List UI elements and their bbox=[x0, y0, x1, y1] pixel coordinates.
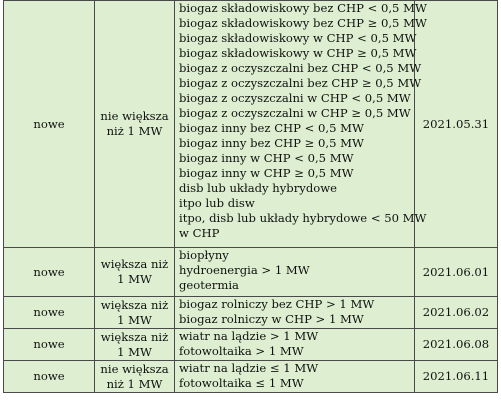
technology-line: fotowoltaika ≤ 1 MW bbox=[179, 376, 304, 390]
table-row bbox=[4, 297, 498, 329]
technology-line: biogaz rolniczy bez CHP > 1 MW bbox=[179, 297, 375, 311]
status-cell: nowe bbox=[4, 1, 95, 248]
auction-schedule-table-wrap bbox=[3, 0, 497, 393]
status-cell: nowe bbox=[4, 329, 95, 361]
technology-line: hydroenergia > 1 MW bbox=[179, 263, 310, 277]
technology-cell bbox=[175, 248, 415, 297]
technology-line: biogaz z oczyszczalni w CHP < 0,5 MW bbox=[179, 91, 411, 105]
status-cell: nowe bbox=[4, 361, 95, 393]
technology-line: biogaz inny bez CHP < 0,5 MW bbox=[179, 121, 364, 135]
technology-cell bbox=[175, 1, 427, 248]
technology-cell bbox=[175, 297, 415, 329]
technology-line: w CHP bbox=[179, 226, 220, 240]
power-cell: nie większa niż 1 MW bbox=[95, 361, 175, 393]
technology-line: biogaz składowiskowy bez CHP < 0,5 MW bbox=[179, 1, 427, 15]
technology-line: wiatr na lądzie > 1 MW bbox=[179, 329, 319, 343]
table-row bbox=[4, 248, 498, 297]
technology-line: wiatr na lądzie ≤ 1 MW bbox=[179, 361, 319, 375]
technology-line: biogaz składowiskowy w CHP ≥ 0,5 MW bbox=[179, 46, 417, 60]
technology-line: geotermia bbox=[179, 278, 239, 292]
technology-line: biogaz inny w CHP < 0,5 MW bbox=[179, 151, 354, 165]
date-cell: 2021.06.08 bbox=[415, 329, 498, 361]
technology-line: itpo lub disw bbox=[179, 196, 255, 210]
power-cell: nie większa niż 1 MW bbox=[95, 1, 175, 248]
power-cell: większa niż 1 MW bbox=[95, 329, 175, 361]
technology-line: itpo, disb lub układy hybrydowe < 50 MW bbox=[179, 211, 427, 225]
table-row bbox=[4, 329, 498, 361]
date-cell: 2021.06.01 bbox=[415, 248, 498, 297]
date-cell: 2021.06.11 bbox=[415, 361, 498, 393]
auction-schedule-table bbox=[3, 0, 498, 393]
power-cell: większa niż 1 MW bbox=[95, 248, 175, 297]
technology-cell bbox=[175, 329, 415, 361]
status-cell: nowe bbox=[4, 297, 95, 329]
technology-line: biogaz inny w CHP ≥ 0,5 MW bbox=[179, 166, 354, 180]
table-row bbox=[4, 1, 498, 248]
technology-line: biogaz składowiskowy bez CHP ≥ 0,5 MW bbox=[179, 16, 427, 30]
table-body bbox=[4, 1, 498, 393]
technology-line: biogaz składowiskowy w CHP < 0,5 MW bbox=[179, 31, 417, 45]
status-cell: nowe bbox=[4, 248, 95, 297]
power-cell: większa niż 1 MW bbox=[95, 297, 175, 329]
technology-line: disb lub układy hybrydowe bbox=[179, 181, 338, 195]
technology-line: biogaz z oczyszczalni w CHP ≥ 0,5 MW bbox=[179, 106, 411, 120]
technology-line: biopłyny bbox=[179, 248, 229, 262]
technology-line: biogaz rolniczy w CHP > 1 MW bbox=[179, 312, 364, 326]
date-cell: 2021.05.31 bbox=[415, 1, 498, 248]
technology-line: biogaz z oczyszczalni bez CHP ≥ 0,5 MW bbox=[179, 76, 422, 90]
technology-line: biogaz z oczyszczalni bez CHP < 0,5 MW bbox=[179, 61, 422, 75]
technology-line: fotowoltaika > 1 MW bbox=[179, 344, 304, 358]
table-row bbox=[4, 361, 498, 393]
technology-line: biogaz inny bez CHP ≥ 0,5 MW bbox=[179, 136, 364, 150]
date-cell: 2021.06.02 bbox=[415, 297, 498, 329]
technology-cell bbox=[175, 361, 415, 393]
